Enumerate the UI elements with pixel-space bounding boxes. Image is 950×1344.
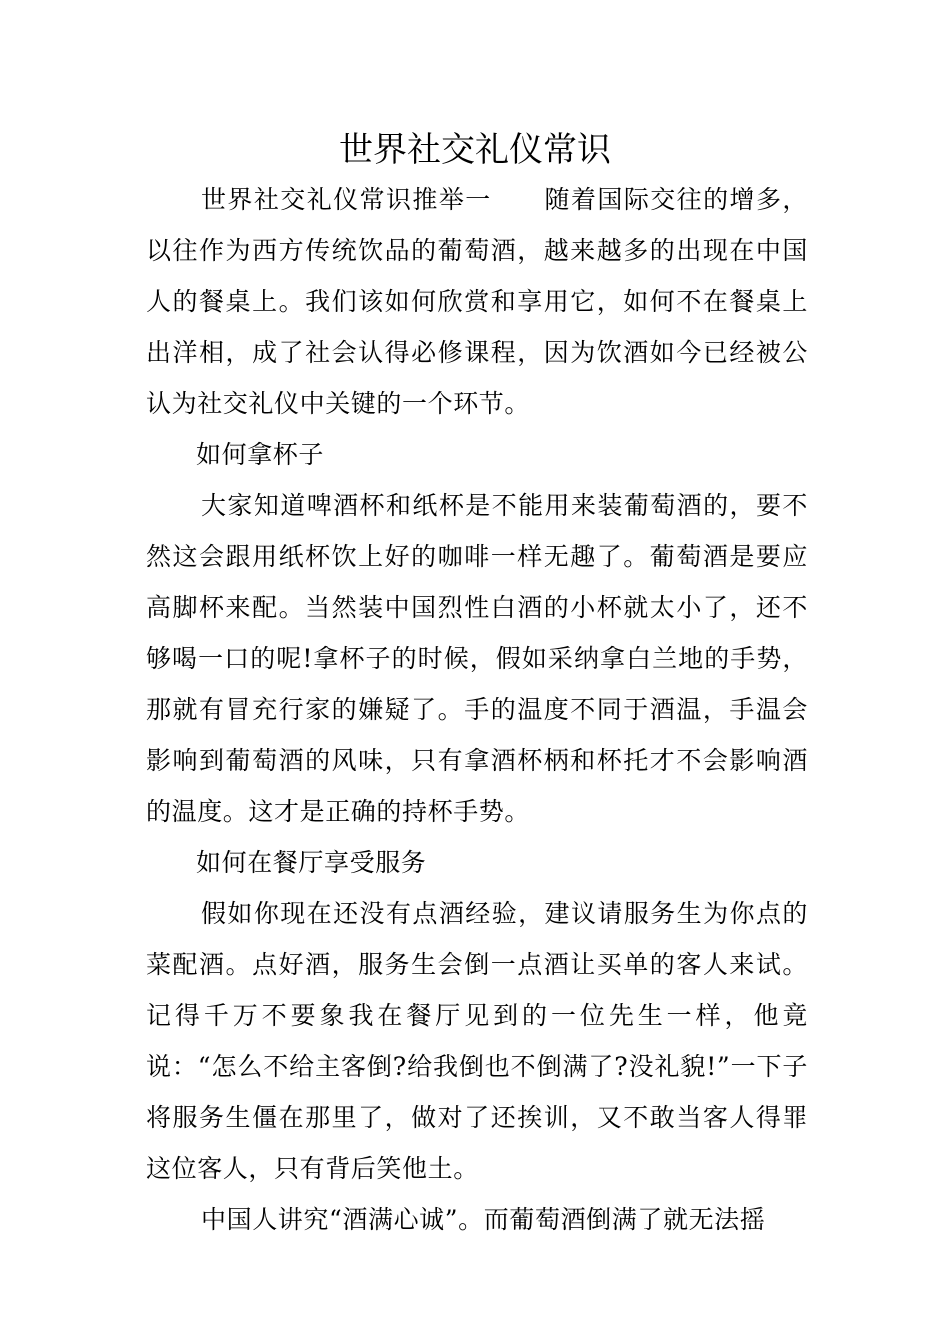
section-heading-hold-glass: 如何拿杯子 [196,440,325,469]
paragraph-pouring: 中国人讲究“酒满心诚”。而葡萄酒倒满了就无法摇 [201,1205,766,1234]
intro-paragraph [146,174,808,429]
paragraph-restaurant-service: 假如你现在还没有点酒经验，建议请服务生为你点的菜配酒。点好酒，服务生会倒一点酒让买单的客人来试。记得千万不要象我在餐厅见到的一位先生一样，他竟说：“怎么不给主客倒?给我倒也不倒满了?没礼貌!”一下子将服务生僵在那里了，做对了还挨训，又不敢当客人得罪这位客人，只有背后笑他土。 [146,899,808,1183]
section-heading-restaurant-service: 如何在餐厅享受服务 [196,848,427,877]
paragraph-hold-glass: 大家知道啤酒杯和纸杯是不能用来装葡萄酒的，要不然这会跟用纸杯饮上好的咖啡一样无趣了。葡萄酒是要应高脚杯来配。当然装中国烈性白酒的小杯就太小了，还不够喝一口的呢!拿杯子的时候，假如采纳拿白兰地的手势，那就有冒充行家的嫌疑了。手的温度不同于酒温，手温会影响到葡萄酒的风味，只有拿酒杯柄和杯托才不会影响酒的温度。这才是正确的持杯手势。 [146,491,808,826]
document-body [146,174,808,1245]
intro-rest: 随着国际交往的增多，以往作为西方传统饮品的葡萄酒，越来越多的出现在中国人的餐桌上。我们该如何欣赏和享用它，如何不在餐桌上出洋相，成了社会认得必修课程，因为饮酒如今已经被公认为社交礼仪中关键的一个环节。 [146,185,808,418]
intro-lead: 世界社交礼仪常识推举一 [201,185,492,214]
document-title: 世界社交礼仪常识 [339,130,611,170]
